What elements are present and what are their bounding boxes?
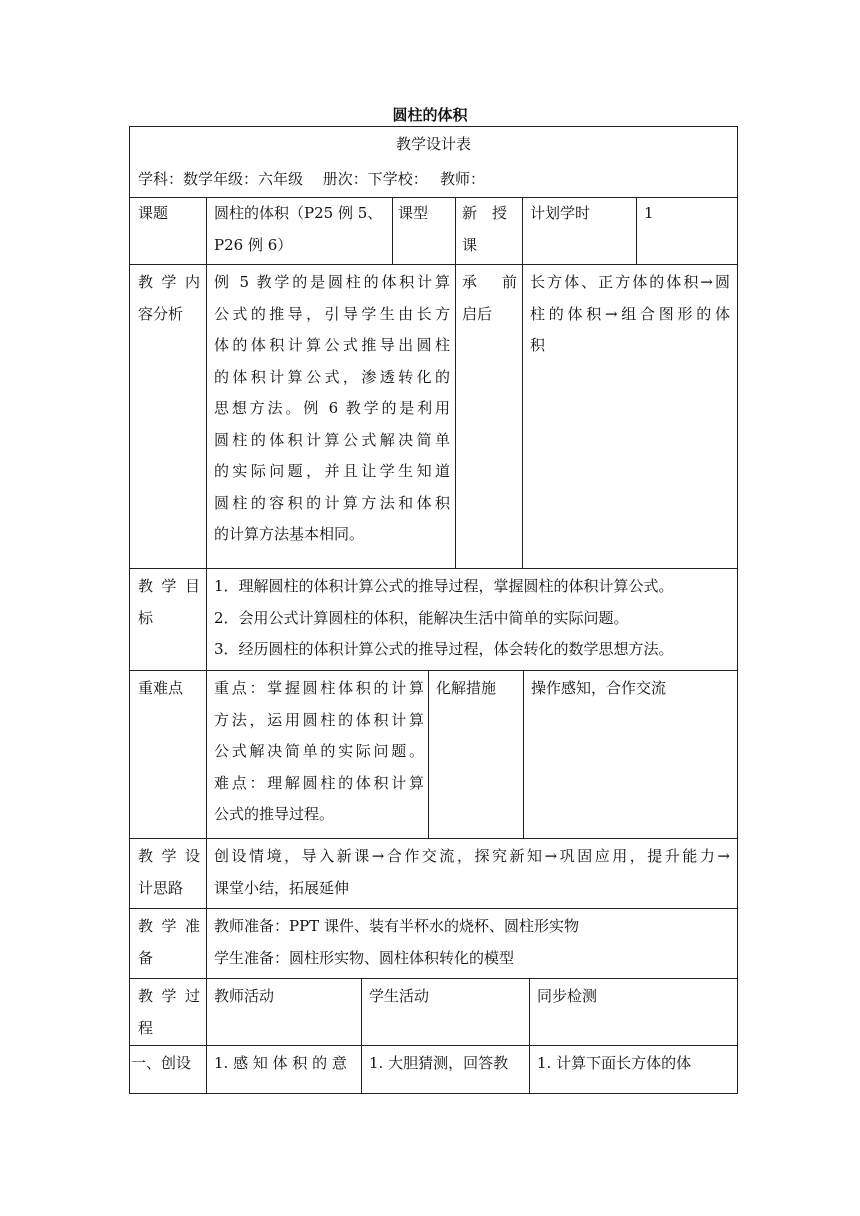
column-divider — [523, 670, 524, 838]
measure-label: 化解措施 — [436, 679, 497, 697]
student-activity-header: 学生活动 — [369, 987, 430, 1005]
goals-list — [214, 571, 736, 666]
column-divider — [522, 197, 523, 568]
difficulty-label: 重难点 — [138, 679, 184, 697]
row-divider — [130, 978, 737, 979]
topic-label: 课题 — [138, 204, 169, 222]
column-divider — [529, 978, 530, 1093]
lesson-type-value: 新 授 课 — [462, 204, 508, 254]
table-title: 教学设计表 — [395, 135, 471, 153]
goals-label: 教 学 目 标 — [138, 577, 200, 627]
teacher-activity-cell: 1. 感 知 体 积 的 意 — [214, 1054, 347, 1072]
column-divider — [206, 197, 207, 1093]
process-label: 教 学 过 程 — [138, 987, 200, 1037]
sync-check-header: 同步检测 — [537, 987, 598, 1005]
column-divider — [392, 197, 393, 264]
list-item: 3．经历圆柱的体积计算公式的推导过程，体会转化的数学思想方法。 — [214, 640, 674, 658]
teacher-activity-header: 教师活动 — [214, 987, 275, 1005]
column-divider — [361, 978, 362, 1093]
link-content: 长方体、正方体的体积→圆 柱的体积→组合图形的体 积 — [530, 273, 730, 354]
measure-value: 操作感知，合作交流 — [531, 679, 667, 697]
topic-title: 圆柱的体积（P25 例 5、 P26 例 6） — [214, 204, 383, 254]
prep-label: 教 学 准 备 — [138, 917, 200, 967]
design-label: 教 学 设 计思路 — [138, 847, 200, 897]
row-divider — [130, 838, 737, 839]
process-step-label: 一、创设 — [131, 1054, 192, 1072]
column-divider — [636, 197, 637, 264]
column-divider — [428, 670, 429, 838]
document-title: 圆柱的体积 — [392, 106, 468, 124]
link-label: 承 前 启后 — [462, 273, 517, 323]
lesson-type-label: 课型 — [398, 204, 429, 222]
row-divider — [130, 908, 737, 909]
row-divider — [130, 1045, 737, 1046]
list-item: 1．理解圆柱的体积计算公式的推导过程，掌握圆柱的体积计算公式。 — [214, 577, 674, 595]
row-divider — [130, 670, 737, 671]
planned-hours-value: 1 — [644, 204, 654, 222]
student-activity-cell: 1. 大胆猜测，回答教 — [369, 1054, 509, 1072]
lesson-design-table — [129, 126, 738, 1094]
row-divider — [130, 264, 737, 265]
row-divider — [130, 568, 737, 569]
meta-line: 学科：数学年级：六年级 册次：下学校： 教师： — [138, 170, 486, 188]
planned-hours-label: 计划学时 — [530, 204, 591, 222]
analysis-content: 例 5 教学的是圆柱的体积计算 公式的推导，引导学生由长方 体的体积计算公式推导出圆柱 的体积计算公式，渗透转化的 思想方法。例 6 教学的是利用 圆柱的体积计算公式解决简单 的实际问题，并且让学生知道 圆柱的容积的计算方法和体积 的计算方法基本相同。 — [214, 273, 450, 543]
list-item: 2．会用公式计算圆柱的体积，能解决生活中简单的实际问题。 — [214, 608, 629, 627]
sync-check-cell: 1. 计算下面长方体的体 — [537, 1054, 692, 1072]
analysis-label: 教 学 内 容分析 — [138, 273, 200, 323]
column-divider — [455, 197, 456, 568]
design-content: 创设情境，导入新课→合作交流，探究新知→巩固应用，提升能力→ 课堂小结，拓展延伸 — [214, 847, 730, 897]
difficulty-content: 重点：掌握圆柱体积的计算 方法，运用圆柱的体积计算 公式解决简单的实际问题。 难点：理解圆柱的体积计算 公式的推导过程。 — [214, 679, 424, 823]
prep-content: 教师准备：PPT 课件、装有半杯水的烧杯、圆柱形实物 学生准备：圆柱形实物、圆柱体积转化的模型 — [214, 917, 579, 967]
